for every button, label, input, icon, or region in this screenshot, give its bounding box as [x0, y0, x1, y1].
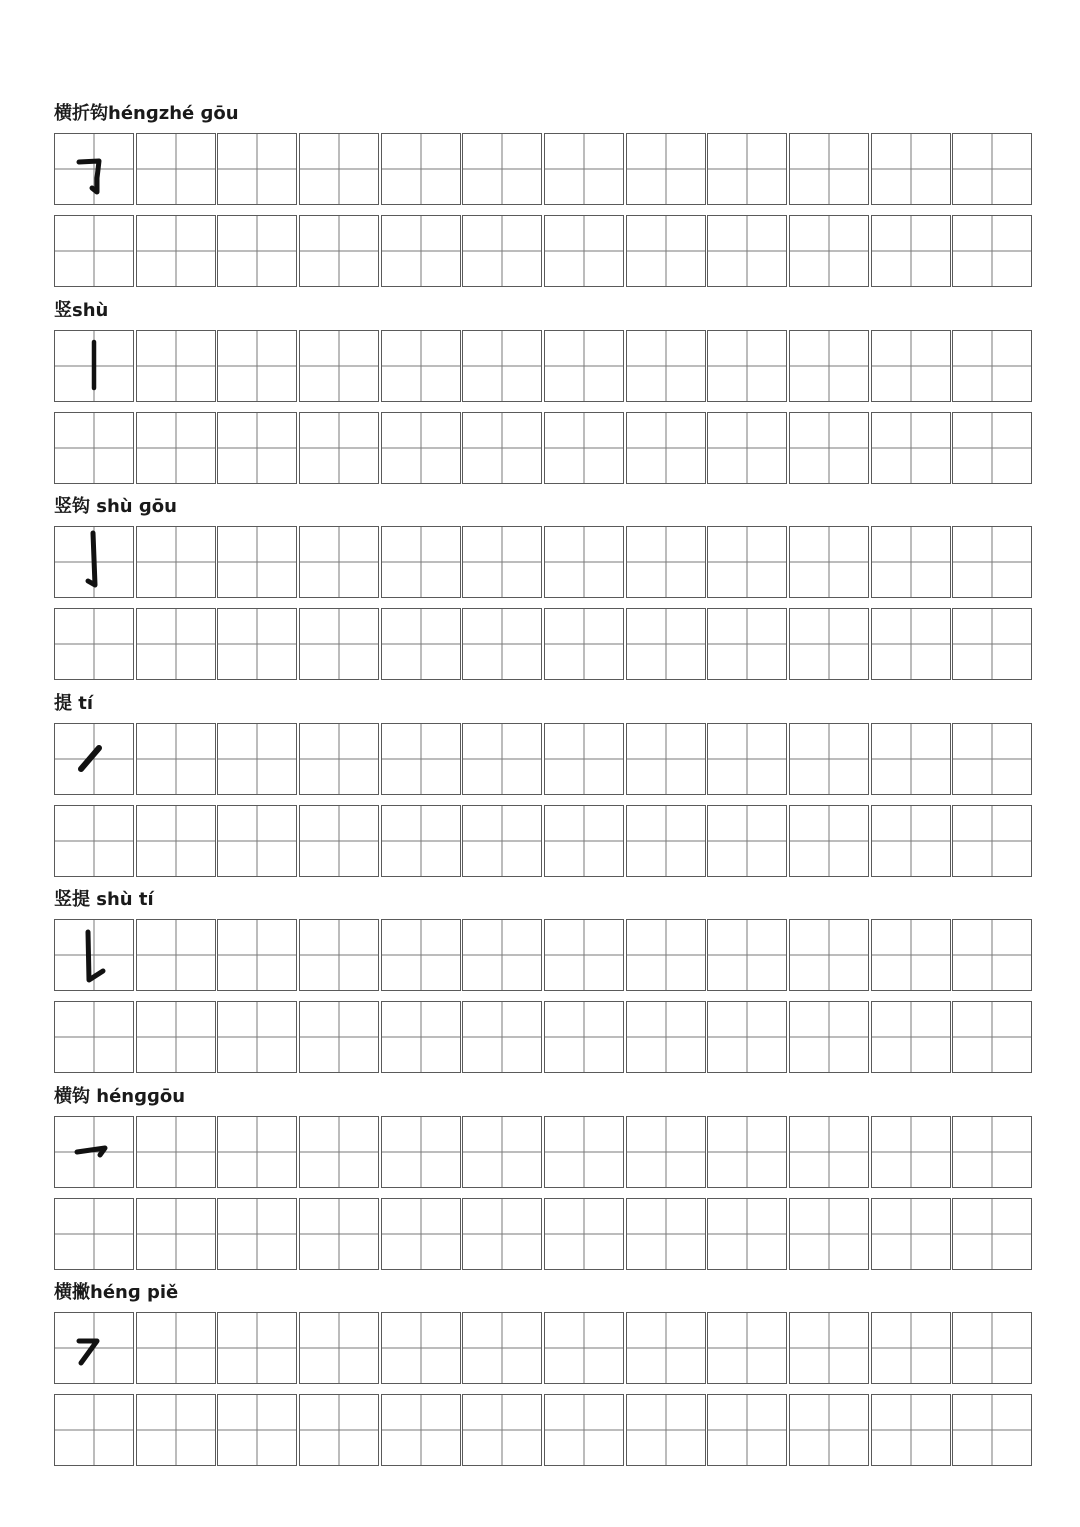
practice-cell[interactable]	[544, 526, 624, 598]
practice-cell[interactable]	[707, 1394, 787, 1466]
practice-grid-row	[54, 1394, 1034, 1466]
practice-cell[interactable]	[626, 133, 706, 205]
practice-cell[interactable]	[544, 1312, 624, 1384]
practice-grid-row	[54, 526, 1034, 598]
practice-cell[interactable]	[789, 215, 869, 287]
practice-cell[interactable]	[871, 1001, 951, 1073]
practice-cell[interactable]	[952, 1198, 1032, 1270]
practice-cell[interactable]	[789, 133, 869, 205]
practice-cell[interactable]	[217, 215, 297, 287]
practice-cell[interactable]	[54, 215, 134, 287]
practice-cell[interactable]	[952, 133, 1032, 205]
practice-cell[interactable]	[381, 723, 461, 795]
practice-cell[interactable]	[544, 919, 624, 991]
practice-cell[interactable]	[381, 805, 461, 877]
practice-grid-row	[54, 412, 1034, 484]
practice-cell[interactable]	[707, 608, 787, 680]
practice-cell[interactable]	[299, 330, 379, 402]
practice-cell[interactable]	[952, 608, 1032, 680]
practice-cell[interactable]	[136, 805, 216, 877]
practice-cell[interactable]	[381, 1001, 461, 1073]
practice-cell[interactable]	[952, 919, 1032, 991]
section-label: 横钩 hénɡɡōu	[54, 1086, 186, 1107]
practice-cell[interactable]	[871, 330, 951, 402]
practice-cell[interactable]	[381, 919, 461, 991]
practice-cell[interactable]	[952, 412, 1032, 484]
practice-grid-row	[54, 723, 1034, 795]
practice-cell[interactable]	[54, 805, 134, 877]
practice-cell[interactable]	[217, 330, 297, 402]
practice-cell[interactable]	[217, 608, 297, 680]
practice-cell[interactable]	[626, 805, 706, 877]
practice-cell[interactable]	[789, 412, 869, 484]
practice-cell[interactable]	[217, 723, 297, 795]
practice-cell[interactable]	[626, 1116, 706, 1188]
practice-cell[interactable]	[54, 1394, 134, 1466]
practice-cell[interactable]	[381, 133, 461, 205]
practice-cell[interactable]	[626, 723, 706, 795]
practice-cell[interactable]	[299, 1116, 379, 1188]
practice-cell[interactable]	[871, 608, 951, 680]
practice-cell[interactable]	[952, 330, 1032, 402]
practice-cell[interactable]	[707, 919, 787, 991]
practice-cell[interactable]	[544, 133, 624, 205]
practice-cell[interactable]	[462, 1394, 542, 1466]
practice-cell[interactable]	[54, 412, 134, 484]
practice-cell[interactable]	[299, 526, 379, 598]
practice-cell[interactable]	[381, 1312, 461, 1384]
practice-cell[interactable]	[871, 1198, 951, 1270]
practice-cell[interactable]	[871, 919, 951, 991]
practice-cell[interactable]	[544, 412, 624, 484]
practice-cell[interactable]	[54, 723, 134, 795]
practice-cell[interactable]	[707, 805, 787, 877]
practice-cell[interactable]	[217, 1001, 297, 1073]
practice-cell[interactable]	[462, 1116, 542, 1188]
practice-cell[interactable]	[871, 215, 951, 287]
practice-cell[interactable]	[952, 526, 1032, 598]
practice-cell[interactable]	[626, 526, 706, 598]
practice-grid-row	[54, 608, 1034, 680]
practice-cell[interactable]	[544, 330, 624, 402]
practice-cell[interactable]	[707, 412, 787, 484]
practice-grid-row	[54, 133, 1034, 205]
practice-cell[interactable]	[54, 608, 134, 680]
practice-cell[interactable]	[54, 1198, 134, 1270]
section-label: 横撇hénɡ piě	[54, 1282, 179, 1303]
practice-cell[interactable]	[544, 805, 624, 877]
practice-cell[interactable]	[952, 215, 1032, 287]
practice-cell[interactable]	[462, 330, 542, 402]
practice-cell[interactable]	[462, 526, 542, 598]
practice-cell[interactable]	[626, 330, 706, 402]
practice-cell[interactable]	[789, 608, 869, 680]
practice-cell[interactable]	[626, 608, 706, 680]
practice-cell[interactable]	[707, 1312, 787, 1384]
practice-cell[interactable]	[217, 1394, 297, 1466]
practice-grid-row	[54, 1001, 1034, 1073]
practice-cell[interactable]	[136, 1198, 216, 1270]
practice-cell[interactable]	[626, 1198, 706, 1270]
practice-cell[interactable]	[381, 1116, 461, 1188]
practice-cell[interactable]	[217, 919, 297, 991]
practice-cell[interactable]	[54, 526, 134, 598]
practice-cell[interactable]	[381, 1394, 461, 1466]
practice-cell[interactable]	[707, 526, 787, 598]
practice-cell[interactable]	[626, 1312, 706, 1384]
practice-cell[interactable]	[299, 1312, 379, 1384]
practice-cell[interactable]	[299, 133, 379, 205]
practice-cell[interactable]	[789, 919, 869, 991]
practice-cell[interactable]	[299, 1394, 379, 1466]
practice-cell[interactable]	[789, 1116, 869, 1188]
practice-cell[interactable]	[217, 133, 297, 205]
practice-cell[interactable]	[381, 215, 461, 287]
practice-cell[interactable]	[381, 526, 461, 598]
practice-grid-row	[54, 805, 1034, 877]
practice-cell[interactable]	[381, 412, 461, 484]
practice-cell[interactable]	[871, 133, 951, 205]
practice-cell[interactable]	[299, 412, 379, 484]
practice-cell[interactable]	[707, 215, 787, 287]
practice-cell[interactable]	[707, 723, 787, 795]
section-label: 竖钩 shù ɡōu	[54, 496, 177, 517]
practice-grid-row	[54, 919, 1034, 991]
practice-cell[interactable]	[136, 608, 216, 680]
practice-cell[interactable]	[952, 723, 1032, 795]
practice-cell[interactable]	[707, 1116, 787, 1188]
practice-cell[interactable]	[217, 1198, 297, 1270]
practice-cell[interactable]	[136, 1001, 216, 1073]
practice-cell[interactable]	[136, 1394, 216, 1466]
practice-cell[interactable]	[136, 526, 216, 598]
practice-cell[interactable]	[462, 412, 542, 484]
practice-cell[interactable]	[217, 1312, 297, 1384]
practice-cell[interactable]	[626, 1001, 706, 1073]
practice-cell[interactable]	[136, 412, 216, 484]
section-label: 竖提 shù tí	[54, 889, 154, 910]
practice-cell[interactable]	[299, 608, 379, 680]
practice-cell[interactable]	[136, 1116, 216, 1188]
practice-cell[interactable]	[136, 919, 216, 991]
practice-cell[interactable]	[544, 608, 624, 680]
practice-cell[interactable]	[544, 1198, 624, 1270]
practice-cell[interactable]	[54, 1312, 134, 1384]
practice-cell[interactable]	[952, 1312, 1032, 1384]
practice-grid-row	[54, 1198, 1034, 1270]
practice-cell[interactable]	[299, 723, 379, 795]
practice-cell[interactable]	[381, 1198, 461, 1270]
practice-cell[interactable]	[871, 1394, 951, 1466]
practice-cell[interactable]	[952, 1394, 1032, 1466]
practice-grid-row	[54, 215, 1034, 287]
practice-cell[interactable]	[136, 215, 216, 287]
practice-cell[interactable]	[626, 1394, 706, 1466]
practice-grid-row	[54, 330, 1034, 402]
practice-cell[interactable]	[626, 919, 706, 991]
practice-cell[interactable]	[707, 1198, 787, 1270]
practice-cell[interactable]	[707, 133, 787, 205]
practice-cell[interactable]	[789, 1312, 869, 1384]
practice-cell[interactable]	[952, 1001, 1032, 1073]
practice-cell[interactable]	[544, 215, 624, 287]
practice-cell[interactable]	[707, 330, 787, 402]
practice-cell[interactable]	[54, 133, 134, 205]
practice-cell[interactable]	[952, 805, 1032, 877]
practice-cell[interactable]	[544, 1001, 624, 1073]
practice-cell[interactable]	[544, 1394, 624, 1466]
practice-cell[interactable]	[217, 805, 297, 877]
practice-grid-row	[54, 1116, 1034, 1188]
practice-cell[interactable]	[871, 805, 951, 877]
practice-cell[interactable]	[462, 608, 542, 680]
practice-cell[interactable]	[871, 412, 951, 484]
practice-cell[interactable]	[299, 805, 379, 877]
practice-cell[interactable]	[462, 215, 542, 287]
practice-cell[interactable]	[789, 330, 869, 402]
practice-cell[interactable]	[299, 919, 379, 991]
practice-cell[interactable]	[462, 1001, 542, 1073]
practice-cell[interactable]	[217, 526, 297, 598]
practice-cell[interactable]	[462, 723, 542, 795]
practice-cell[interactable]	[871, 526, 951, 598]
practice-cell[interactable]	[952, 1116, 1032, 1188]
section-label: 竖shù	[54, 300, 109, 321]
practice-cell[interactable]	[544, 1116, 624, 1188]
practice-cell[interactable]	[789, 1394, 869, 1466]
practice-cell[interactable]	[217, 412, 297, 484]
practice-cell[interactable]	[462, 1312, 542, 1384]
practice-cell[interactable]	[136, 723, 216, 795]
practice-cell[interactable]	[626, 215, 706, 287]
practice-cell[interactable]	[136, 330, 216, 402]
practice-grid-row	[54, 1312, 1034, 1384]
practice-cell[interactable]	[217, 1116, 297, 1188]
practice-cell[interactable]	[381, 608, 461, 680]
practice-cell[interactable]	[381, 330, 461, 402]
practice-cell[interactable]	[626, 412, 706, 484]
practice-cell[interactable]	[136, 1312, 216, 1384]
practice-cell[interactable]	[136, 133, 216, 205]
practice-cell[interactable]	[789, 805, 869, 877]
practice-cell[interactable]	[54, 330, 134, 402]
practice-cell[interactable]	[299, 1001, 379, 1073]
practice-cell[interactable]	[871, 723, 951, 795]
practice-cell[interactable]	[54, 919, 134, 991]
practice-cell[interactable]	[707, 1001, 787, 1073]
practice-cell[interactable]	[871, 1312, 951, 1384]
practice-cell[interactable]	[462, 919, 542, 991]
practice-cell[interactable]	[789, 1001, 869, 1073]
practice-cell[interactable]	[789, 723, 869, 795]
practice-cell[interactable]	[544, 723, 624, 795]
practice-cell[interactable]	[871, 1116, 951, 1188]
practice-cell[interactable]	[54, 1001, 134, 1073]
practice-cell[interactable]	[462, 805, 542, 877]
practice-cell[interactable]	[462, 1198, 542, 1270]
practice-cell[interactable]	[299, 1198, 379, 1270]
section-label: 提 tí	[54, 693, 94, 714]
practice-cell[interactable]	[299, 215, 379, 287]
practice-cell[interactable]	[54, 1116, 134, 1188]
practice-cell[interactable]	[462, 133, 542, 205]
practice-cell[interactable]	[789, 526, 869, 598]
section-label: 横折钩hénɡzhé ɡōu	[54, 103, 239, 124]
practice-cell[interactable]	[789, 1198, 869, 1270]
